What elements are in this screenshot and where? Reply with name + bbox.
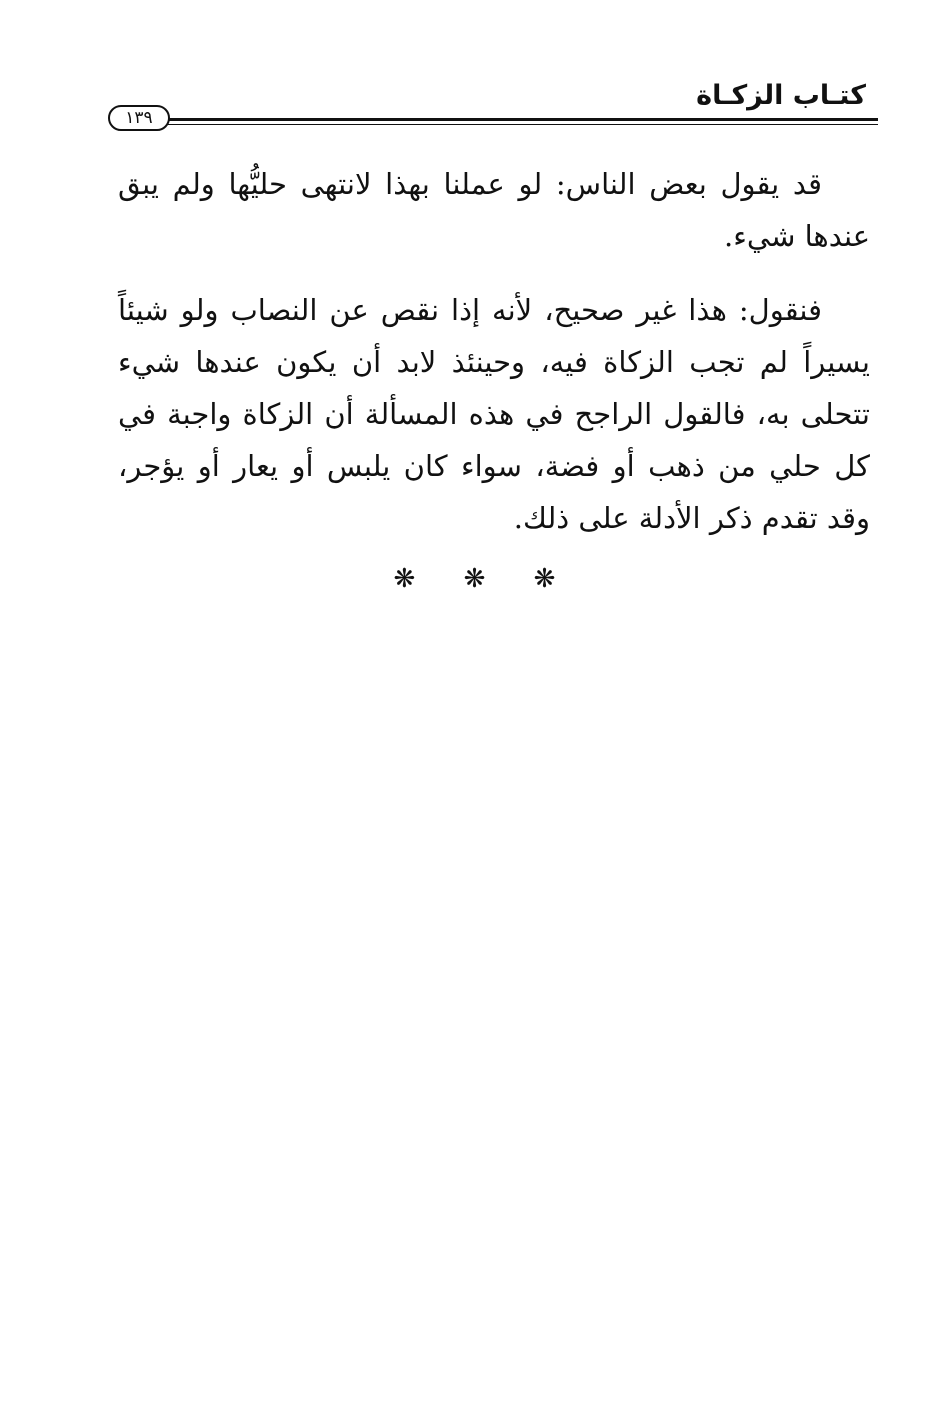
asterism-icon: ❋ (393, 564, 416, 594)
asterism-icon: ❋ (533, 564, 556, 594)
paragraph-objection: قد يقول بعض الناس: لو عملنا بهذا لانتهى حليُّها ولم يبق عندها شيء. (118, 167, 870, 253)
paragraph-response: فنقول: هذا غير صحيح، لأنه إذا نقص عن النصاب ولو شيئاً يسيراً لم تجب الزكاة فيه، وحينئذ لابد أن يكون عندها شيء تتحلى به، فالقول الراجح في هذه المسألة أن الزكاة واجبة في كل حلي من ذهب أو فضة، سواء كان يلبس أو يعار أو يؤجر، وقد تقدم ذكر الأدلة على ذلك. (118, 293, 870, 535)
header-rule-thin (166, 124, 878, 125)
book-title: كتـاب الزكـاة (696, 80, 866, 111)
page-body (118, 158, 870, 544)
section-separator (0, 562, 949, 596)
header-rule-thick (166, 118, 878, 121)
page-header (108, 78, 878, 136)
asterism-icon: ❋ (463, 564, 486, 594)
page-number: ١٣٩ (108, 105, 170, 131)
